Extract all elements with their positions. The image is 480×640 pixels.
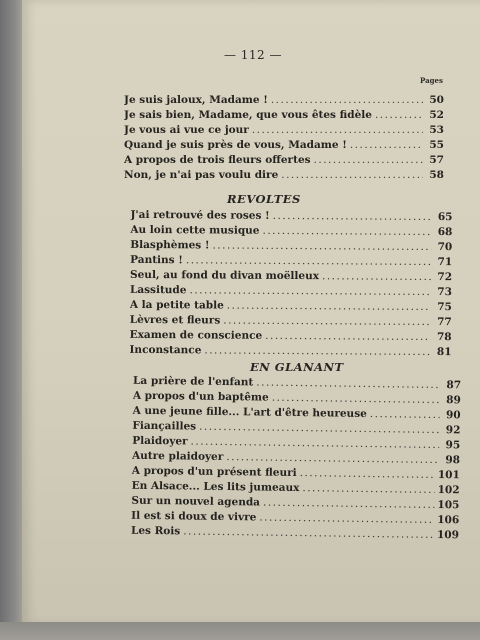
toc-entry-title: En Alsace... Les lits jumeaux	[131, 479, 300, 495]
toc-entry-title: Lassitude	[129, 283, 187, 297]
toc-entry-title: Quand je suis près de vous, Madame !	[124, 139, 347, 151]
toc-entry-page: 89	[446, 394, 461, 407]
toc-entry-title: Blasphèmes !	[130, 238, 210, 252]
dot-leader	[302, 482, 434, 496]
dot-leader	[271, 94, 423, 106]
toc-entry-title: La prière de l'enfant	[133, 374, 254, 389]
toc-entry-title: A propos d'un baptême	[132, 389, 269, 404]
toc-entry-page: 102	[437, 483, 460, 497]
dot-leader	[322, 270, 431, 283]
toc-entry-title: Sur un nouvel agenda	[131, 494, 261, 509]
toc-entry-page: 106	[437, 513, 460, 527]
dot-leader	[252, 124, 423, 136]
toc-entry-title: Je suis jaloux, Madame !	[124, 94, 268, 106]
toc-entry-page: 87	[446, 379, 462, 392]
toc-entry-page: 101	[437, 468, 460, 482]
toc-list-revoltes	[129, 209, 452, 361]
toc-entry-page: 92	[445, 424, 461, 437]
toc-entry-title: Non, je n'ai pas voulu dire	[124, 169, 279, 181]
dot-leader	[189, 284, 431, 298]
dot-leader	[370, 408, 440, 421]
toc-entry-page: 72	[437, 271, 453, 284]
toc-entry	[124, 94, 444, 109]
dot-leader	[263, 497, 435, 511]
toc-entry-title: Lèvres et fleurs	[129, 313, 221, 327]
toc-entry	[129, 344, 451, 361]
toc-entry-page: 50	[429, 94, 444, 106]
toc-entry	[124, 169, 444, 184]
toc-entry-page: 77	[437, 316, 452, 329]
dot-leader	[204, 344, 430, 358]
dot-leader	[265, 330, 431, 343]
book-page	[22, 0, 480, 625]
toc-entry-title: Je vous ai vue ce jour	[124, 124, 249, 136]
toc-entry-page: 90	[445, 409, 461, 422]
section-heading-revoltes: REVOLTES	[227, 192, 301, 206]
toc-entry-title: Autre plaidoyer	[131, 449, 224, 463]
toc-entry-title: Plaidoyer	[132, 434, 188, 448]
background-edge	[0, 0, 24, 640]
toc-entry-title: Les Rois	[130, 524, 181, 538]
toc-entry-title: Pantins !	[130, 253, 183, 267]
dot-leader	[183, 525, 434, 541]
toc-entry-page: 57	[429, 154, 444, 166]
toc-list-intro	[124, 94, 444, 184]
dot-leader	[350, 139, 423, 151]
toc-entry-page: 95	[445, 439, 461, 452]
toc-entry-page: 58	[429, 169, 444, 181]
page-shadow	[0, 622, 480, 640]
dot-leader	[227, 300, 431, 313]
dot-leader	[223, 315, 431, 328]
toc-entry-title: A propos d'un présent fleuri	[131, 464, 297, 480]
dot-leader	[199, 421, 440, 436]
toc-entry-page: 78	[436, 331, 452, 344]
toc-entry-page: 98	[445, 454, 461, 467]
toc-entry	[131, 525, 459, 545]
toc-entry-page: 81	[436, 346, 452, 359]
dot-leader	[314, 154, 423, 166]
toc-entry-page: 71	[437, 256, 453, 269]
toc-entry-page: 109	[436, 528, 460, 542]
toc-entry	[124, 109, 444, 124]
pages-column-label: Pages	[420, 76, 443, 85]
toc-entry-title: Examen de conscience	[129, 328, 263, 342]
toc-entry-page: 55	[429, 139, 444, 151]
toc-entry	[124, 154, 444, 169]
page-number: — 112 —	[223, 48, 283, 62]
toc-entry-title: Au loin cette musique	[130, 223, 260, 237]
toc-entry-page: 53	[429, 124, 444, 136]
dot-leader	[226, 451, 439, 466]
section-heading-en-glanant: EN GLANANT	[250, 360, 344, 374]
toc-entry	[124, 124, 444, 139]
toc-entry-title: A propos de trois fleurs offertes	[124, 154, 311, 166]
dot-leader	[300, 467, 435, 481]
toc-entry-page: 105	[437, 498, 460, 512]
dot-leader	[273, 210, 432, 223]
dot-leader	[262, 225, 431, 238]
toc-entry-title: Seul, au fond du divan moëlleux	[130, 268, 320, 283]
toc-entry-title: A une jeune fille... L'art d'être heureuse	[132, 404, 367, 420]
toc-entry-title: Fiançailles	[132, 419, 197, 433]
toc-entry-title: Il est si doux de vivre	[131, 509, 257, 524]
toc-entry-page: 65	[437, 211, 453, 224]
toc-entry-page: 68	[437, 226, 453, 239]
dot-leader	[375, 109, 423, 121]
dot-leader	[212, 239, 431, 253]
toc-entry-title: Je sais bien, Madame, que vous êtes fidèle	[124, 109, 372, 121]
toc-entry-title: J'ai retrouvé des roses !	[130, 208, 270, 222]
dot-leader	[259, 511, 434, 525]
dot-leader	[272, 392, 440, 406]
toc-entry-page: 73	[437, 286, 452, 299]
dot-leader	[191, 436, 440, 451]
toc-list-en-glanant	[131, 375, 461, 545]
toc-entry-page: 70	[437, 241, 453, 254]
toc-entry-page: 52	[429, 109, 444, 121]
toc-entry-page: 75	[437, 301, 452, 314]
dot-leader	[256, 376, 440, 391]
dot-leader	[281, 169, 423, 181]
dot-leader	[186, 254, 431, 268]
toc-entry-title: A la petite table	[129, 298, 224, 312]
toc-entry-title: Inconstance	[129, 343, 202, 357]
toc-entry	[124, 139, 444, 154]
